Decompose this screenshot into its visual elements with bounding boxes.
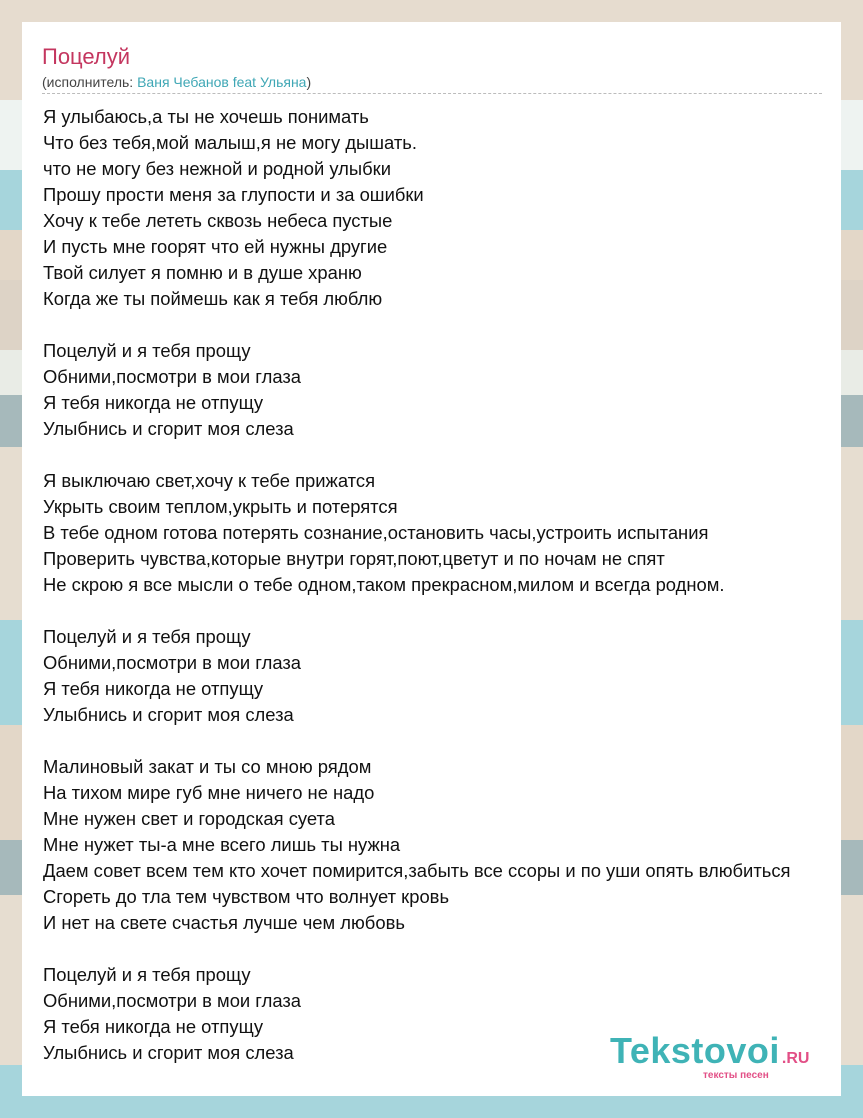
artist-line [42,73,311,91]
site-logo[interactable] [610,1030,810,1081]
lyric-line: Твой силует я помню и в душе храню [43,262,362,283]
lyric-line: что не могу без нежной и родной улыбки [43,158,391,179]
lyric-stanza [43,754,841,936]
lyric-line: Хочу к тебе лететь сквозь небеса пустые [43,210,393,231]
lyric-line: Улыбнись и сгорит моя слеза [43,418,294,439]
lyric-line: Улыбнись и сгорит моя слеза [43,1042,294,1063]
lyric-line: Прошу прости меня за глупости и за ошибки [43,184,424,205]
lyrics-card [22,22,841,1096]
lyric-line: Я улыбаюсь,а ты не хочешь понимать [43,106,369,127]
lyric-line: Обними,посмотри в мои глаза [43,652,302,673]
lyric-line: На тихом мире губ мне ничего не надо [43,782,375,803]
lyric-stanza [43,338,841,442]
lyric-line: Я выключаю свет,хочу к тебе прижатся [43,470,376,491]
lyric-line: Я тебя никогда не отпущу [43,678,264,699]
lyric-line: Поцелуй и я тебя прощу [43,964,251,985]
logo-wordmark: Tekstovoi [610,1030,780,1071]
lyric-line: Мне нужен свет и городская суета [43,808,335,829]
lyric-line: И пусть мне гоорят что ей нужны другие [43,236,388,257]
lyric-line: Улыбнись и сгорит моя слеза [43,704,294,725]
lyric-line: Укрыть своим теплом,укрыть и потерятся [43,496,398,517]
lyric-line: Проверить чувства,которые внутри горят,поют,цветут и по ночам не спят [43,548,665,569]
lyric-line: Сгореть до тла тем чувством что волнует кровь [43,886,450,907]
lyric-stanza [43,104,841,312]
song-title: Поцелуй [42,44,131,69]
lyric-line: В тебе одном готова потерять сознание,остановить часы,устроить испытания [43,522,709,543]
title-divider [42,93,822,94]
lyric-line: Поцелуй и я тебя прощу [43,340,251,361]
lyric-line: Когда же ты поймешь как я тебя люблю [43,288,383,309]
artist-prefix: (исполнитель: [42,74,138,90]
lyric-line: Я тебя никогда не отпущу [43,1016,264,1037]
lyric-line: Я тебя никогда не отпущу [43,392,264,413]
lyric-line: Обними,посмотри в мои глаза [43,990,302,1011]
lyric-line: Малиновый закат и ты со мною рядом [43,756,372,777]
lyric-line: Что без тебя,мой малыш,я не могу дышать. [43,132,417,153]
lyric-line: Не скрою я все мысли о тебе одном,таком прекрасном,милом и всегда родном. [43,574,725,595]
lyric-line: Обними,посмотри в мои глаза [43,366,302,387]
lyric-line: И нет на свете счастья лучше чем любовь [43,912,405,933]
lyric-line: Даем совет всем тем кто хочет помирится,забыть все ссоры и по уши опять влюбиться [43,860,791,881]
lyrics-body [43,104,841,1092]
logo-tagline: тексты песен [703,1070,769,1081]
artist-link[interactable]: Ваня Чебанов feat Ульяна [137,74,307,90]
artist-suffix: ) [306,74,312,90]
lyric-line: Мне нужет ты-а мне всего лишь ты нужна [43,834,401,855]
lyric-stanza [43,624,841,728]
lyric-line: Поцелуй и я тебя прощу [43,626,251,647]
logo-tld: .RU [781,1050,810,1067]
lyric-stanza [43,468,841,598]
